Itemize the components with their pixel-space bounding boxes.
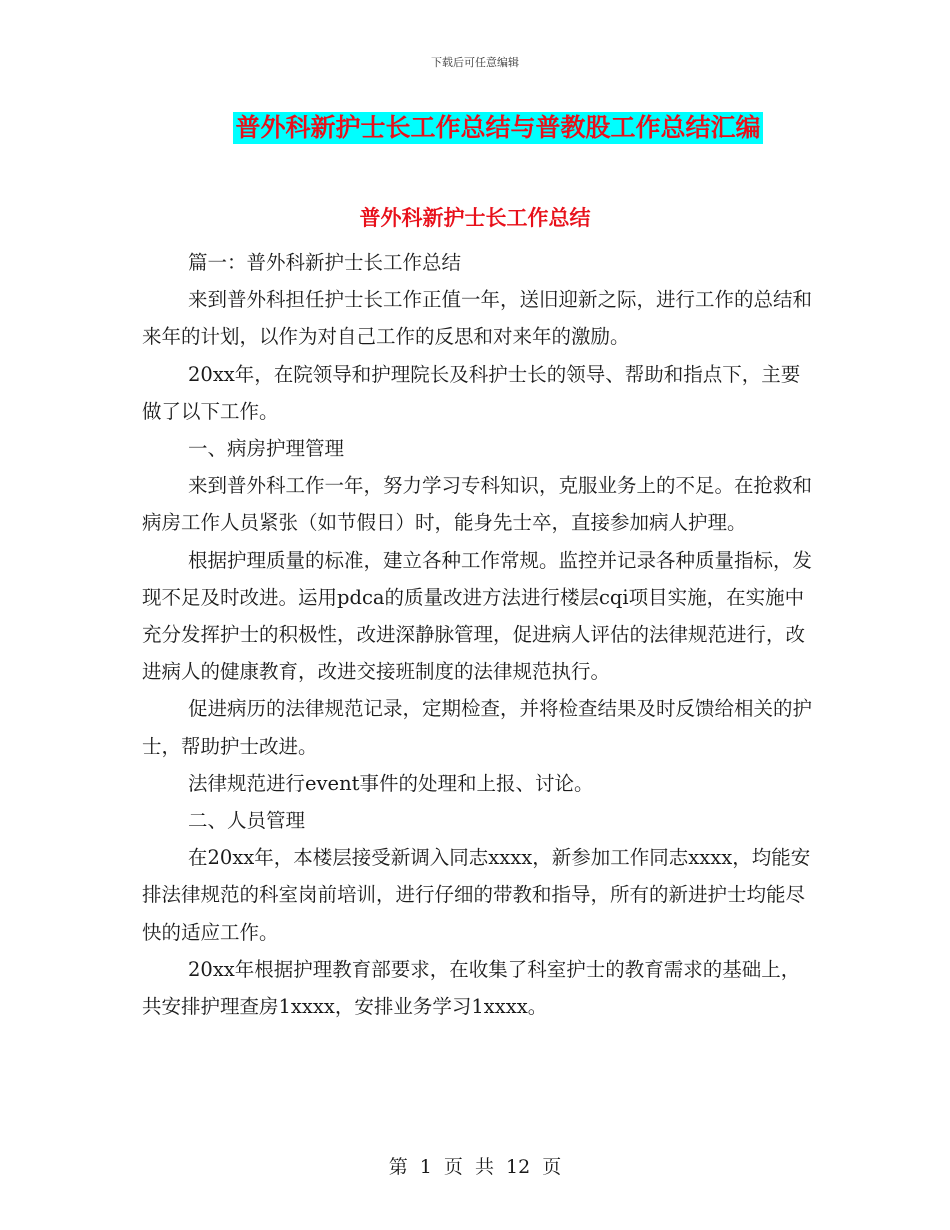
paragraph: 20xx年，在院领导和护理院长及科护士长的领导、帮助和指点下，主要做了以下工作。	[142, 362, 801, 423]
section-title: 普外科新护士长工作总结	[359, 206, 591, 230]
paragraph: 促进病历的法律规范记录，定期检查，并将检查结果及时反馈给相关的护士，帮助护士改进。	[142, 697, 813, 758]
paragraph: 根据护理质量的标准，建立各种工作常规。监控并记录各种质量指标，发现不足及时改进。运用pdca的质量改进方法进行楼层cqi项目实施，在实施中充分发挥护士的积极性，改进深静脉管理，促进病人评估的法律规范进行，改进病人的健康教育，改进交接班制度的法律规范执行。	[142, 548, 813, 684]
paragraph: 二、人员管理	[188, 809, 306, 833]
paragraph: 在20xx年，本楼层接受新调入同志xxxx，新参加工作同志xxxx，均能安排法律规范的科室岗前培训，进行仔细的带教和指导，所有的新进护士均能尽快的适应工作。	[142, 846, 811, 944]
paragraph: 来到普外科担任护士长工作正值一年，送旧迎新之际，进行工作的总结和来年的计划，以作为对自己工作的反思和对来年的激励。	[142, 288, 813, 349]
header-note: 下载后可任意编辑	[431, 56, 519, 69]
paragraph: 一、病房护理管理	[188, 437, 345, 461]
page-number: 第 1 页 共 12 页	[388, 1156, 562, 1178]
paragraph: 来到普外科工作一年，努力学习专科知识，克服业务上的不足。在抢救和病房工作人员紧张（如节假日）时，能身先士卒，直接参加病人护理。	[142, 474, 813, 535]
main-title: 普外科新护士长工作总结与普教股工作总结汇编	[235, 113, 761, 142]
paragraph: 20xx年根据护理教育部要求，在收集了科室护士的教育需求的基础上，共安排护理查房1xxxx，安排业务学习1xxxx。	[142, 957, 801, 1019]
paragraph: 法律规范进行event事件的处理和上报、讨论。	[188, 771, 594, 795]
main-title-container	[0, 112, 950, 144]
document-body	[142, 244, 812, 1025]
paragraph: 篇一：普外科新护士长工作总结	[188, 251, 462, 274]
